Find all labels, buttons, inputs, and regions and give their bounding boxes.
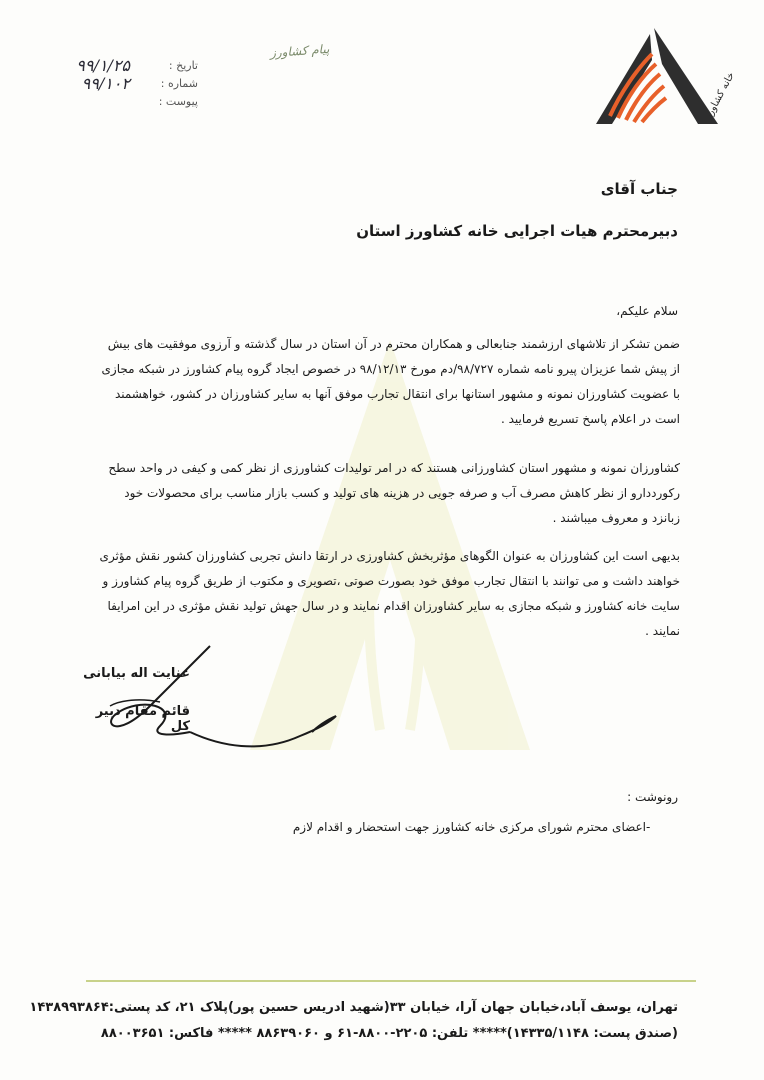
cc-label: رونوشت :: [627, 790, 678, 804]
cc-dash: -: [646, 820, 651, 834]
signatory-title: قائم مقام دبیر کل: [95, 704, 190, 734]
number-value: ۹۹/۱۰۲: [81, 73, 130, 93]
number-row: [28, 74, 198, 92]
number-label: شماره :: [160, 76, 198, 90]
greeting: سلام علیکم،: [616, 304, 678, 318]
letter-meta: [28, 56, 198, 110]
addressee-line1: جناب آقای: [600, 180, 678, 198]
addressee-line2: دبیرمحترم هیات اجرایی خانه کشاورز استان: [356, 222, 678, 240]
date-value: ۹۹/۱/۲۵: [76, 55, 130, 75]
footer-divider: [86, 980, 696, 982]
handwritten-signature: [80, 636, 350, 766]
body-paragraph-2: کشاورزان نمونه و مشهور استان کشاورزانی هستند که در امر تولیدات کشاورزی از نظر کمی و کیفی در واحد سطح رکورددارو از نظر کاهش مصرف آب و صرفه جویی در هزینه های تولید و کسب بازار مناسب برای محصولات خود زبانزد و معروف میباشند .: [108, 461, 680, 525]
attachment-label: پیوست :: [158, 94, 198, 108]
date-label: تاریخ :: [168, 58, 198, 72]
body-paragraph-1: ضمن تشکر از تلاشهای ارزشمند جنابعالی و همکاران محترم در آن استان در سال گذشته و آرزوی موفقیت های بیش از پیش شما عزیزان پیرو نامه شماره ۹۸/۷۲۷/دم مورخ ۹۸/۱۲/۱۳ در خصوص ایجاد گروه پیام کشاورز در شبکه مجازی با عضویت کشاورزان نمونه و مشهور استانها برای انتقال تجارب موفق آنها به سایر کشاورزان در کشور، خواهشمند است در اعلام پاسخ تسریع فرمایید .: [101, 337, 680, 426]
attachment-row: [28, 92, 198, 110]
footer-contact: (صندق پست: ۱۴۳۳۵/۱۱۴۸)***** تلفن: ۲۲۰۵-۸۸۰۰-۶۱ و ۸۸۶۳۹۰۶۰ ***** فاکس: ۸۸۰۰۳۶۵۱: [100, 1026, 678, 1041]
khane-keshavarz-logo: [592, 24, 737, 128]
handwritten-note: پیام کشاورز: [269, 41, 330, 61]
cc-item: اعضای محترم شورای مرکزی خانه کشاورز جهت استحضار و اقدام لازم: [292, 820, 646, 834]
date-row: [28, 56, 198, 74]
logo-text: خانه کشاورز: [702, 70, 737, 122]
body-paragraph-3: بدیهی است این کشاورزان به عنوان الگوهای مؤثربخش کشاورزی در ارتقا دانش تجربی کشاورزان کشور نقش مؤثری خواهند داشت و می توانند با انتقال تجارب موفق خود بصورت صوتی ،تصویری و مکتوب از طریق گروه پیام کشاورز و سایت خانه کشاورز و شبکه مجازی به سایر کشاورزان اقدام نمایند و در سال جهش تولید نقش مؤثری در این امرایفا نمایند .: [99, 549, 680, 638]
footer-address: تهران، یوسف آباد،خیابان جهان آرا، خیابان ۳۳(شهید ادریس حسین پور)پلاک ۲۱، کد پستی:۱۴۳۸۹۹۳۸۶۴: [29, 1000, 678, 1015]
signatory-name: عنایت اله بیابانی: [83, 666, 190, 681]
